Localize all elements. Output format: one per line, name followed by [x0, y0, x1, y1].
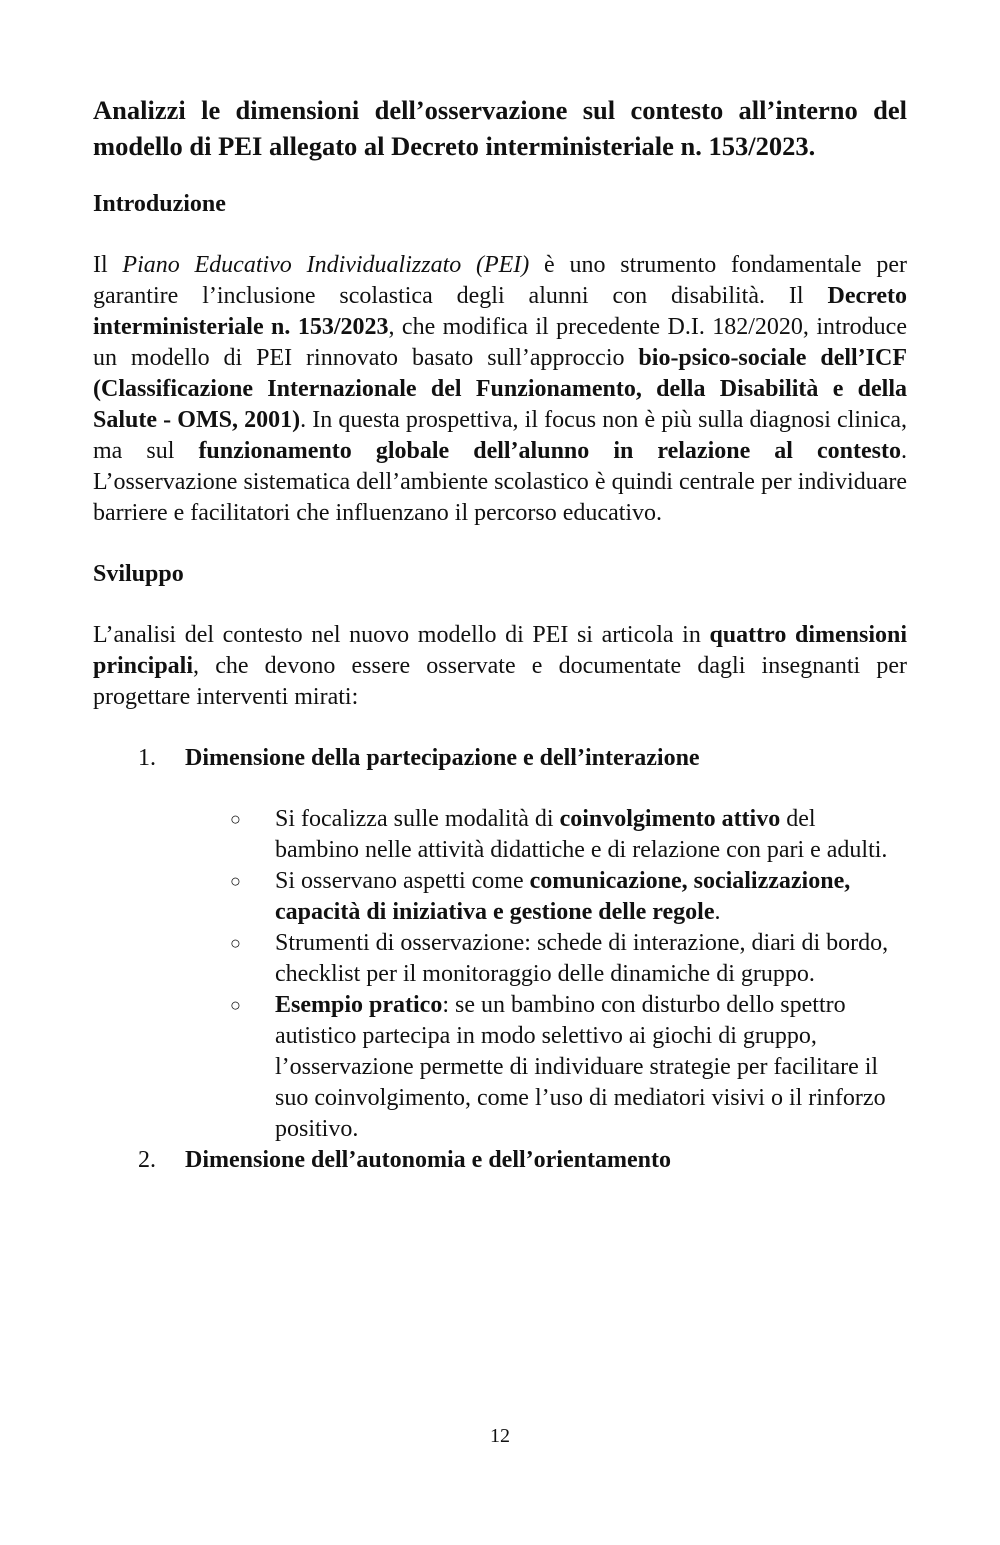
bullet-item: ○ Strumenti di osservazione: schede di interazione, diari di bordo, checklist per il monitoraggio delle dinamiche di gruppo.	[230, 930, 889, 987]
sviluppo-heading: Sviluppo	[93, 561, 184, 587]
document-title: Analizzi le dimensioni dell’osservazione sul contesto all’interno del modello di PEI allegato al Decreto interministeriale n. 153/2023.	[93, 95, 907, 161]
list-number: 2.	[138, 1147, 156, 1173]
bullet-item: ○ Si focalizza sulle modalità di coinvolgimento attivo del bambino nelle attività didattiche e di relazione con pari e adulti.	[230, 806, 888, 863]
bullet-list	[93, 804, 907, 1145]
sviluppo-paragraph: L’analisi del contesto nel nuovo modello di PEI si articola in quattro dimensioni principali, che devono essere osservate e documentate dagli insegnanti per progettare interventi mirati:	[93, 622, 907, 710]
intro-heading: Introduzione	[93, 191, 226, 217]
bullet-item: ○ Si osservano aspetti come comunicazione, socializzazione, capacità di iniziativa e gestione delle regole.	[230, 868, 851, 925]
list-item	[93, 743, 907, 774]
page-number: 12	[490, 1425, 510, 1447]
list-number: 1.	[138, 745, 156, 771]
bullet-item: ○ Esempio pratico: se un bambino con disturbo dello spettro autistico partecipa in modo selettivo ai giochi di gruppo, l’osservazione permette di individuare strategie per facilitare il suo coinvolgimento, come l’uso di mediatori visivi o il rinforzo positivo.	[230, 992, 886, 1142]
list-item	[93, 1145, 907, 1176]
list-item-title: Dimensione dell’autonomia e dell’orientamento	[185, 1147, 671, 1173]
list-item-title: Dimensione della partecipazione e dell’interazione	[185, 745, 700, 771]
document-page	[93, 92, 907, 1176]
bullet-circle-icon: ○	[230, 871, 241, 891]
bullet-circle-icon: ○	[230, 933, 241, 953]
bullet-circle-icon: ○	[230, 809, 241, 829]
bullet-circle-icon: ○	[230, 995, 241, 1015]
intro-paragraph: Il Piano Educativo Individualizzato (PEI) è uno strumento fondamentale per garantire l’inclusione scolastica degli alunni con disabilità. Il Decreto interministeriale n. 153/2023, che modifica il precedente D.I. 182/2020, introduce un modello di PEI rinnovato basato sull’approccio bio-psico-sociale dell’ICF (Classificazione Internazionale del Funzionamento, della Disabilità e della Salute - OMS, 2001). In questa prospettiva, il focus non è più sulla diagnosi clinica, ma sul funzionamento globale dell’alunno in relazione al contesto. L’osservazione sistematica dell’ambiente scolastico è quindi centrale per individuare barriere e facilitatori che influenzano il percorso educativo.	[93, 252, 907, 526]
